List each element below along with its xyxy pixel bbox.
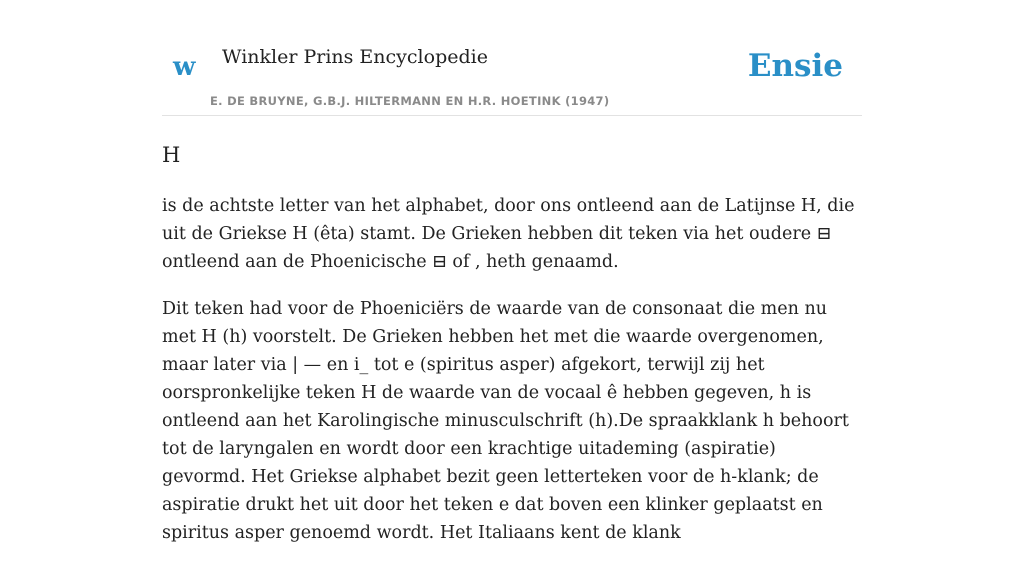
site-header — [162, 0, 862, 116]
encyclopedia-title[interactable]: Winkler Prins Encyclopedie — [222, 46, 488, 68]
article-page — [162, 0, 862, 543]
encyclopedia-authors: E. DE BRUYNE, G.B.J. HILTERMANN EN H.R. HOETINK (1947) — [210, 94, 610, 108]
entry-body — [162, 192, 862, 566]
winkler-prins-logo[interactable]: w — [173, 52, 196, 82]
body-paragraph: Dit teken had voor de Phoeniciërs de waarde van de consonaat die men nu met H (h) voorstelt. De Grieken hebben het met die waarde overgenomen, maar later via | — en i_ tot e (spiritus asper) afgekort, terwijl zij het oorspronkelijke teken H de waarde van de vocaal ê hebben gegeven, h is ontleend aan het Karolingische minusculschrift (h).De spraakklank h behoort tot de laryngalen en wordt door een krachtige uitademing (aspiratie) gevormd. Het Griekse alphabet bezit geen letterteken voor de h-klank; de aspiratie drukt het uit door het teken e dat boven een klinker geplaatst en spiritus asper genoemd wordt. Het Italiaans kent de klank — [162, 299, 849, 543]
entry-title: H — [162, 143, 181, 167]
ensie-logo[interactable]: Ensie — [747, 48, 843, 84]
body-paragraph: is de achtste letter van het alphabet, door ons ontleend aan de Latijnse H, die uit de Griekse H (êta) stamt. De Grieken hebben dit teken via het oudere ⊟ ontleend aan de Phoenicische ⊟ of , heth genaamd. — [162, 196, 855, 272]
